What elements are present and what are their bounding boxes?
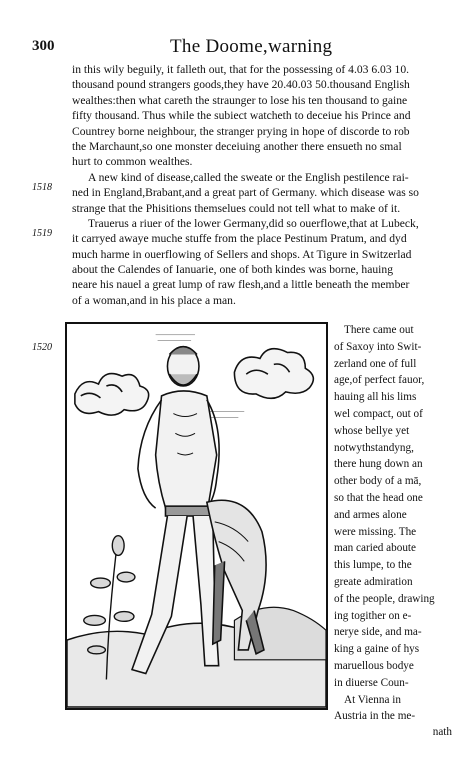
text-line: hurt to common wealthes. xyxy=(72,155,193,169)
text-line: of the people, drawing xyxy=(334,592,435,605)
text-line: hauing all his lims xyxy=(334,391,417,404)
text-line: king a gaine of hys xyxy=(334,643,420,656)
running-title: The Doome,warning xyxy=(170,36,333,57)
margin-year: 1519 xyxy=(32,228,52,239)
text-line: thousand pound strangers goods,they have 20.40.03 50.thousand English xyxy=(72,78,410,92)
text-line: strange that the Phisitions themselues could not tell what to make of it. xyxy=(72,201,401,215)
next-entry-text xyxy=(334,692,452,740)
text-line: so that the head one xyxy=(334,491,423,504)
cloud-right xyxy=(234,349,313,399)
page-header xyxy=(0,36,464,60)
text-line: wel compact, out of xyxy=(334,407,423,420)
text-line: maruellous bodye xyxy=(334,659,414,672)
woodcut-drawing xyxy=(67,324,326,708)
text-line: about the Calendes of Ianuarie, one of both kindes was borne, hauing xyxy=(72,263,393,277)
text-line: Austria in the me- xyxy=(334,710,416,722)
text-line: At Vienna in xyxy=(344,694,401,706)
text-line: age,of perfect fauor, xyxy=(334,374,425,387)
text-line: A new kind of disease,called the sweate or the English pestilence rai- xyxy=(88,170,409,184)
text-line: notwythstandyng, xyxy=(334,441,414,454)
margin-year: 1520 xyxy=(32,342,52,353)
text-line: whose bellye yet xyxy=(334,424,410,437)
cloud-left xyxy=(75,374,149,416)
text-line: wealthes:then what careth the straunger to lose his ten thousand to gaine xyxy=(72,93,408,107)
text-line: There came out xyxy=(344,324,414,336)
text-line: the Marchaunt,so one monster deceiuing another there ensueth no smal xyxy=(72,139,402,153)
page-number: 300 xyxy=(32,38,55,54)
text-line: Countrey borne neighbour, the stranger prying in hope of discorde to rob xyxy=(72,124,410,138)
text-line: nerye side, and ma- xyxy=(334,626,422,639)
catchword: nath xyxy=(432,726,452,738)
text-line: Trauerus a riuer of the lower Germany,did so ouerflowe,that at Lubeck, xyxy=(88,216,419,230)
text-line: were missing. The xyxy=(334,525,417,538)
text-line: man caried aboute xyxy=(334,542,416,555)
text-line: ned in England,Brabant,and a great part of Germany. which disease was so xyxy=(72,186,419,200)
text-line: zerland one of full xyxy=(334,357,417,370)
text-line: of a woman,and in his place a man. xyxy=(72,293,236,307)
opening-paragraph xyxy=(72,62,444,308)
text-line: in diuerse Coun- xyxy=(334,676,409,689)
margin-year: 1518 xyxy=(32,182,52,193)
text-line: this lumpe, to the xyxy=(334,559,412,572)
text-line: there hung down an xyxy=(334,458,423,471)
text-line: it carryed awaye muche stuffe from the place Pestinum Pratum, and dyd xyxy=(72,232,407,246)
text-line: in this wily beguily, it falleth out, that for the possessing of 4.03 6.03 10. xyxy=(72,63,410,76)
text-line: neare his nauel a great lump of raw flesh,and a little beneath the member xyxy=(72,278,410,292)
text-line: and armes alone xyxy=(334,508,407,521)
figure-caption-text xyxy=(334,322,452,692)
text-line: ing togither on e- xyxy=(334,609,412,622)
woodcut-illustration xyxy=(65,322,328,710)
text-line: of Saxoy into Swit- xyxy=(334,340,422,353)
text-line: much harme in ouerflowing of Sellers and shops. At Tigure in Switzerlad xyxy=(72,247,412,261)
text-line: greate admiration xyxy=(334,575,413,588)
text-line: other body of a mā, xyxy=(334,475,422,488)
text-line: fifty thousand. Thus while the subiect watcheth to deceiue his Prince and xyxy=(72,109,411,123)
